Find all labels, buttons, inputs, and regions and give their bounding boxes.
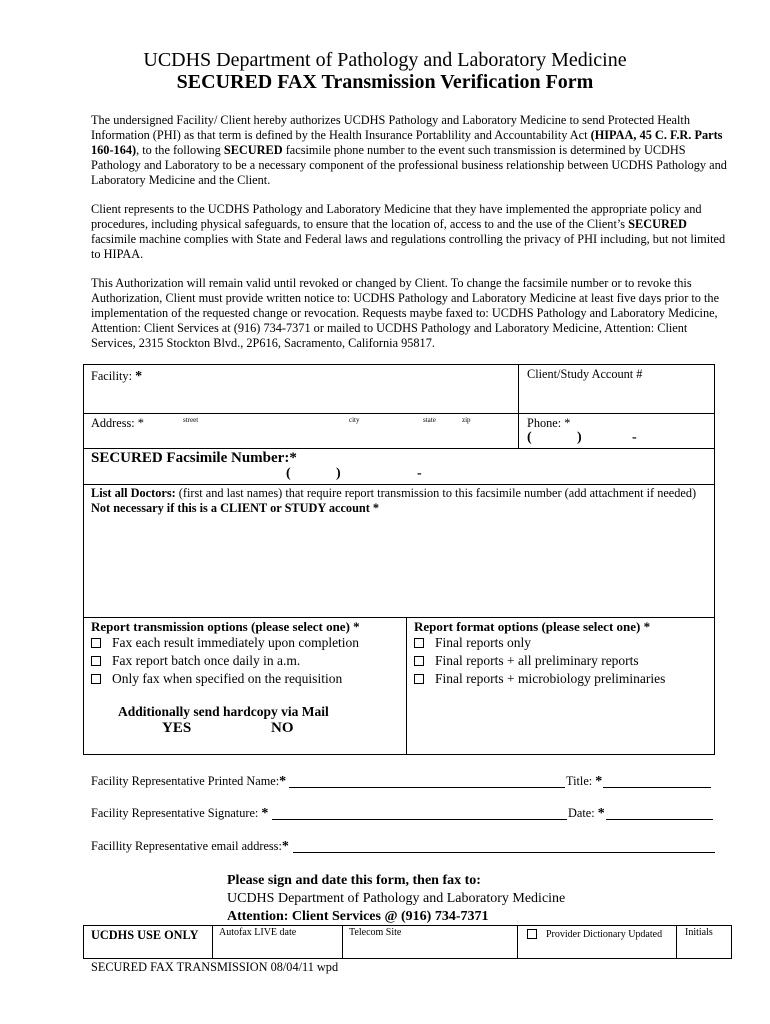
- fax-department: UCDHS Department of Pathology and Laboratory Medicine: [227, 891, 566, 906]
- ucdhs-use-only-label: UCDHS USE ONLY: [91, 928, 199, 942]
- transmission-option[interactable]: Fax report batch once daily in a.m.: [91, 653, 300, 669]
- client-account-field[interactable]: Client/Study Account #: [527, 367, 643, 381]
- state-hint: state: [423, 416, 436, 424]
- hardcopy-label: Additionally send hardcopy via Mail: [118, 704, 329, 719]
- street-hint: street: [183, 416, 199, 424]
- transmission-option[interactable]: Only fax when specified on the requisition: [91, 671, 342, 687]
- email-label: Facillity Representative email address:*: [91, 839, 289, 854]
- validity-paragraph: This Authorization will remain valid until revoked or changed by Client. To change the facsimile number or to revoke this Authorization, Client must provide written notice to: UCDHS Pathology and Laboratory Medicine at least five days prior to the implementation of the requested change or revocation. Requests maybe faxed to: UCDHS Pathology and Laboratory Medicine, Attention: Client Services at (916) 734-7371 or mailed to UCDHS Pathology and Laboratory Medicine, Attention: Client Services, 2315 Stockton Blvd., 2P616, Sacramento, California 95817.: [91, 276, 720, 350]
- fax-instruction: Please sign and date this form, then fax to:: [227, 873, 481, 888]
- page-title: UCDHS Department of Pathology and Laboratory Medicine: [143, 49, 627, 71]
- initials-label: Initials: [685, 927, 713, 938]
- email-input[interactable]: [293, 852, 715, 853]
- client-representation-paragraph: Client represents to the UCDHS Pathology and Laboratory Medicine that they have implemented the appropriate policy and procedures, including physical safeguards, to ensure that the location of, access to and the use of the Client’s SECURED facsimile machine complies with State and Federal laws and regulations controlling the privacy of PHI including, but not limited to HIPAA.: [91, 202, 726, 261]
- transmission-option[interactable]: Fax each result immediately upon completion: [91, 635, 359, 651]
- provider-dictionary-option[interactable]: Provider Dictionary Updated: [527, 929, 662, 940]
- phone-close-paren: ): [577, 430, 582, 445]
- checkbox[interactable]: [414, 656, 424, 666]
- format-option[interactable]: Final reports only: [414, 635, 531, 651]
- doctors-list-field[interactable]: List all Doctors: (first and last names) that require report transmission to this facsimile number (add attachment if needed) Not necessary if this is a CLIENT or STUDY account *: [91, 486, 697, 515]
- checkbox[interactable]: [527, 929, 537, 939]
- form-identifier: SECURED FAX TRANSMISSION 08/04/11 wpd: [91, 960, 339, 974]
- telecom-site-label: Telecom Site: [349, 927, 402, 938]
- phone-open-paren: (: [527, 430, 532, 445]
- form-title: SECURED FAX Transmission Verification Form: [176, 71, 594, 93]
- zip-hint: zip: [462, 416, 471, 424]
- hardcopy-no-option[interactable]: NO: [271, 720, 294, 736]
- autofax-live-date-label: Autofax LIVE date: [219, 927, 297, 938]
- fax-number-field[interactable]: SECURED Facsimile Number:*: [91, 450, 297, 466]
- date-input[interactable]: [606, 819, 713, 820]
- signature-label: Facility Representative Signature: *: [91, 806, 269, 821]
- printed-name-input[interactable]: [289, 787, 565, 788]
- phone-dash: -: [632, 430, 637, 445]
- checkbox[interactable]: [91, 656, 101, 666]
- printed-name-label: Facility Representative Printed Name:*: [91, 774, 287, 789]
- format-option[interactable]: Final reports + all preliminary reports: [414, 653, 639, 669]
- format-options-heading: Report format options (please select one) *: [414, 619, 651, 634]
- checkbox[interactable]: [91, 674, 101, 684]
- transmission-options-heading: Report transmission options (please select one) *: [91, 619, 360, 634]
- checkbox[interactable]: [414, 674, 424, 684]
- city-hint: city: [349, 416, 360, 424]
- phone-field[interactable]: Phone: *: [527, 416, 571, 430]
- authorization-paragraph: The undersigned Facility/ Client hereby authorizes UCDHS Pathology and Laboratory Medicine to send Protected Health Information (PHI) as that term is defined by the Health Insurance Portablility and Accountability Act (HIPAA, 45 C. F.R. Parts 160-164), to the following SECURED facsimile phone number to the event such transmission is determined by UCDHS Pathology and Laboratory to be a necessary component of the professional business relationship between UCDHS Pathology and Laboratory Medicine and the Client.: [91, 113, 727, 187]
- date-label: Date: *: [568, 806, 605, 821]
- title-label: Title: *: [566, 774, 603, 789]
- checkbox[interactable]: [414, 638, 424, 648]
- fax-attention: Attention: Client Services @ (916) 734-7371: [227, 909, 489, 924]
- fax-close-paren: ): [336, 466, 341, 481]
- address-field[interactable]: Address: *: [91, 416, 144, 430]
- signature-input[interactable]: [272, 819, 567, 820]
- hardcopy-yes-option[interactable]: YES: [162, 720, 192, 736]
- fax-dash: -: [417, 466, 422, 481]
- format-option[interactable]: Final reports + microbiology preliminaries: [414, 671, 665, 687]
- facility-field[interactable]: Facility: *: [91, 369, 143, 384]
- checkbox[interactable]: [91, 638, 101, 648]
- title-input[interactable]: [603, 787, 711, 788]
- fax-open-paren: (: [286, 466, 291, 481]
